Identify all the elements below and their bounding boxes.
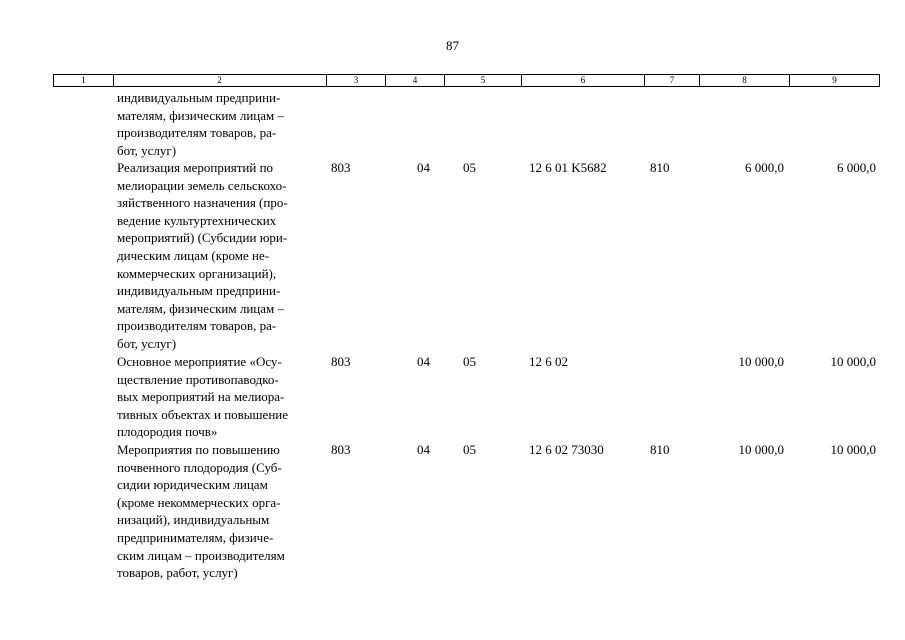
column-header-8: 8 <box>700 74 790 87</box>
column-header-3: 3 <box>327 74 386 87</box>
target-article-code: 12 6 01 K5682 <box>529 160 607 175</box>
row-description: Мероприятия по повышению почвенного плодородия (Суб- сидии юридическим лицам (кроме некоммерческих орга- низаций), индивидуальным предпринимателям, физиче- ским лицам – производителям товаров, работ, услуг) <box>117 442 285 581</box>
amount-col8: 6 000,0 <box>745 160 784 175</box>
amount-col8: 10 000,0 <box>738 442 784 457</box>
column-header-7: 7 <box>645 74 700 87</box>
subsection-code: 05 <box>463 354 476 369</box>
row-description: индивидуальным предприни- мателям, физическим лицам – производителям товаров, ра- бот, услуг) <box>117 90 284 158</box>
target-article-code: 12 6 02 <box>529 354 568 369</box>
column-header-4: 4 <box>386 74 445 87</box>
subsection-code: 05 <box>463 442 476 457</box>
expense-type-code: 810 <box>650 160 670 175</box>
amount-col9: 10 000,0 <box>830 442 876 457</box>
page-number: 87 <box>446 38 459 53</box>
column-header-6: 6 <box>522 74 645 87</box>
subsection-code: 05 <box>463 160 476 175</box>
ministry-code: 803 <box>331 442 351 457</box>
row-description: Реализация мероприятий по мелиорации земель сельскохо- зяйственного назначения (про- ведение культуртехнических мероприятий) (Субсидии юри- дическим лицам (кроме не- коммерческих организаций), индивидуальным предприни- мателям, физическим лицам – производителям товаров, ра- бот, услуг) <box>117 160 288 351</box>
row-description: Основное мероприятие «Осу- ществление противопаводко- вых мероприятий на мелиора- тивных объектах и повышение плодородия почв» <box>117 354 289 440</box>
column-header-1: 1 <box>53 74 114 87</box>
amount-col9: 10 000,0 <box>830 354 876 369</box>
column-header-5: 5 <box>445 74 522 87</box>
section-code: 04 <box>417 160 430 175</box>
amount-col8: 10 000,0 <box>738 354 784 369</box>
ministry-code: 803 <box>331 160 351 175</box>
ministry-code: 803 <box>331 354 351 369</box>
expense-type-code: 810 <box>650 442 670 457</box>
target-article-code: 12 6 02 73030 <box>529 442 604 457</box>
section-code: 04 <box>417 442 430 457</box>
amount-col9: 6 000,0 <box>837 160 876 175</box>
column-header-9: 9 <box>790 74 880 87</box>
column-header-2: 2 <box>113 74 327 87</box>
section-code: 04 <box>417 354 430 369</box>
